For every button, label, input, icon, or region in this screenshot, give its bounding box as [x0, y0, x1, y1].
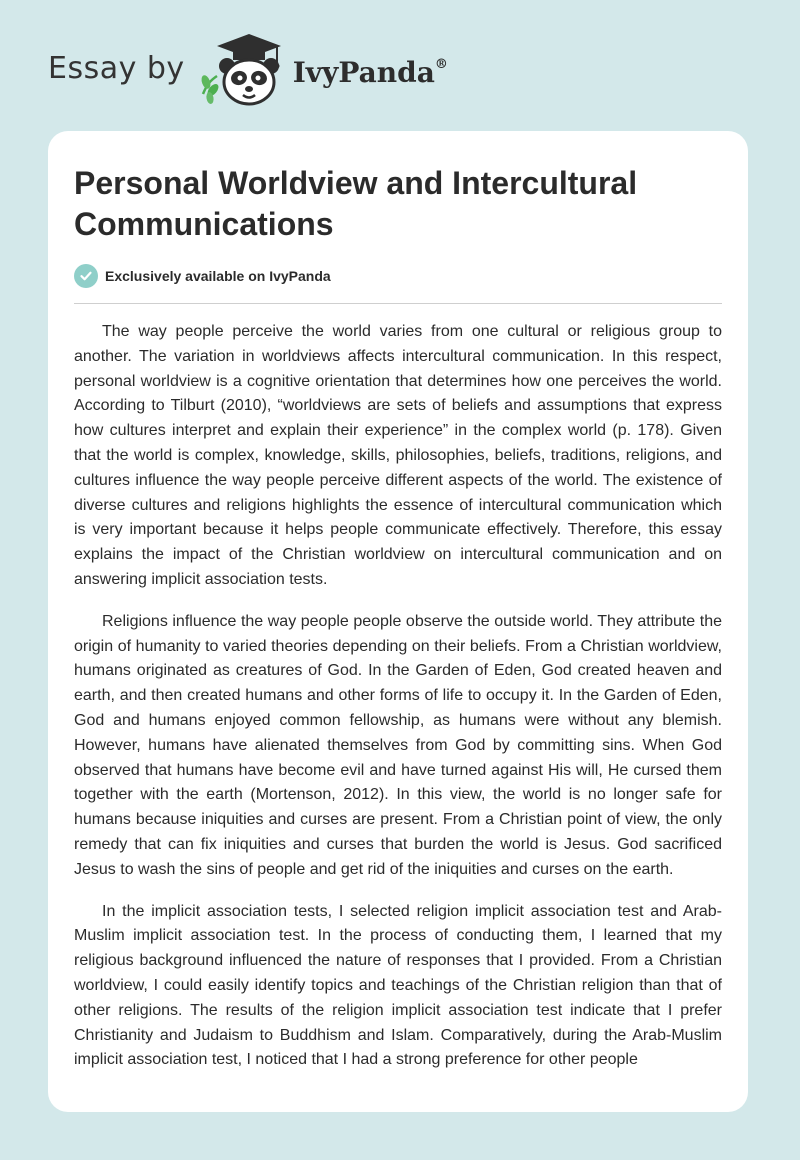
essay-body [74, 320, 722, 1090]
paragraph: In the implicit association tests, I selected religion implicit association test and Arab-Muslim implicit association test. In the process of conducting them, I learned that my religious background influenced the nature of responses that I provided. From a Christian worldview, I could easily identify topics and teachings of the Christian religion than that of other religions. The results of the religion implicit association test indicate that I prefer Christianity and Judaism to Buddhism and Islam. Comparatively, during the Arab-Muslim implicit association test, I noticed that I had a strong preference for other people [74, 902, 722, 1069]
paragraph: The way people perceive the world varies from one cultural or religious group to another. The variation in worldviews affects intercultural communication. In this respect, personal worldview is a cognitive orientation that determines how one perceives the world. According to Tilburt (2010), “worldviews are sets of beliefs and assumptions that express how cultures interpret and explain their experience” in the complex world (p. 178). Given that the world is complex, knowledge, skills, philosophies, beliefs, traditions, religions, and cultures influence the way people perceive different aspects of the world. The existence of diverse cultures and religions highlights the essence of intercultural communication which is very important because it helps people communicate effectively. Therefore, this essay explains the impact of the Christian worldview on intercultural communication and on answering implicit association tests. [74, 323, 722, 588]
site-header [48, 34, 448, 106]
check-circle-icon [74, 264, 98, 288]
essay-by-label: Essay by [48, 50, 185, 86]
brand-name[interactable]: IvyPanda® [292, 55, 448, 89]
divider [74, 303, 722, 304]
paragraph: Religions influence the way people people observe the outside world. They attribute the origin of humanity to varied theories depending on their beliefs. From a Christian worldview, humans originated as creatures of God. In the Garden of Eden, God created heaven and earth, and then created humans and other forms of life to occupy it. In the Garden of Eden, God and humans enjoyed common fellowship, as humans were without any blemish. However, humans have alienated themselves from God by committing sins. When God observed that humans have become evil and have turned against His will, He cursed them together with the earth (Mortenson, 2012). In this view, the world is no longer safe for humans because iniquities and curses are present. From a Christian point of view, the only remedy that can fix iniquities and curses that burden the world is Jesus. God sacrificed Jesus to wash the sins of people and get rid of the iniquities and curses on the earth. [74, 612, 722, 878]
panda-graduate-icon[interactable] [197, 32, 289, 108]
exclusive-badge [74, 264, 331, 288]
page-title: Personal Worldview and Intercultural Communications [74, 165, 638, 242]
badge-label: Exclusively available on IvyPanda [105, 268, 331, 284]
essay-card [48, 131, 748, 1112]
